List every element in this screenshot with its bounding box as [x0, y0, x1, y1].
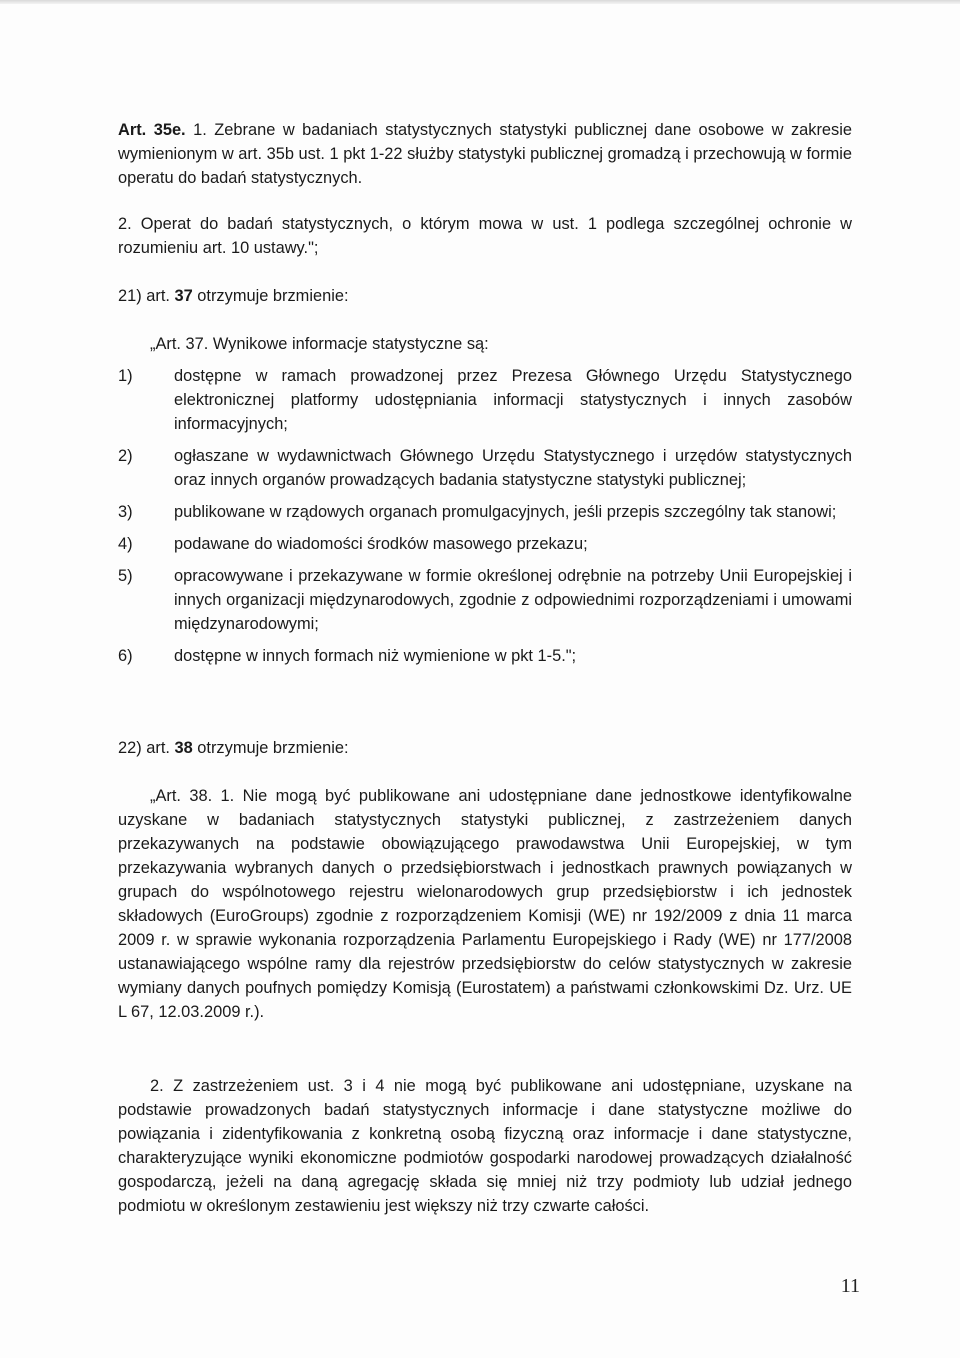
list-item: 5) opracowywane i przekazywane w formie określonej odrębnie na potrzeby Unii Europejskiej i innych organizacji międzynarodowych, zgodnie z odpowiednimi rozporządzeniami i umowami międzynarodowymi;: [118, 567, 852, 633]
art-38-text-2: 2. Z zastrzeżeniem ust. 3 i 4 nie mogą być publikowane ani udostępniane, uzyskane na podstawie prowadzonych badań statystycznych informacje i dane statystyczne możliwe do powiązania i zidentyfikowania z konkretną osobą fizyczną oraz informacje i dane statystyczne, charakteryzujące wyniki ekonomiczne podmiotów gospodarki narodowej prowadzących działalność gospodarczą, jeżeli na daną agregację składa się mniej niż trzy podmioty lub udział jednego podmiotu w określonym zestawieniu jest większy niż trzy czwarte całości.: [118, 1077, 852, 1215]
point-21-prefix: 21) art.: [118, 287, 170, 305]
art-35e-paragraph-1: [118, 118, 852, 190]
art-37-body: [118, 332, 852, 676]
list-item: 2) ogłaszane w wydawnictwach Głównego Urzędu Statystycznego i urzędów statystycznych oraz innych organów prowadzących badania statystyczne statystyki publicznej;: [118, 447, 852, 489]
art-37-list: [118, 364, 852, 668]
point-21-heading: [118, 284, 852, 308]
list-item: 3) publikowane w rządowych organach promulgacyjnych, jeśli przepis szczególny tak stanowi;: [118, 503, 837, 521]
list-item: 6) dostępne w innych formach niż wymienione w pkt 1-5.";: [118, 647, 577, 665]
point-22-heading: [118, 736, 852, 760]
art-35e-text-1: 1. Zebrane w badaniach statystycznych statystyki publicznej dane osobowe w zakresie wymienionym w art. 35b ust. 1 pkt 1-22 służby statystyki publicznej gromadzą i przechowują w formie operatu do badań statystycznych.: [118, 121, 853, 187]
art-38-paragraph-1: [118, 784, 852, 1024]
list-item: 4) podawane do wiadomości środków masowego przekazu;: [118, 535, 588, 553]
art-35e-label: Art. 35e.: [118, 121, 186, 139]
art-35e-text-2: 2. Operat do badań statystycznych, o którym mowa w ust. 1 podlega szczególnej ochronie w rozumieniu art. 10 ustawy.";: [118, 215, 852, 257]
art-35e-paragraph-2: [118, 212, 852, 260]
list-item: 1) dostępne w ramach prowadzonej przez Prezesa Głównego Urzędu Statystycznego elektronicznej platformy udostępniania informacji statystycznych i innych zasobów informacyjnych;: [118, 367, 852, 433]
art-38-paragraph-2: [118, 1074, 852, 1218]
art-38-text-1: „Art. 38. 1. Nie mogą być publikowane ani udostępniane dane jednostkowe identyfikowalne uzyskane w badaniach statystycznych statystyki publicznej, z zastrzeżeniem danych przekazywanych na podstawie obowiązującego prawodawstwa Unii Europejskiej, w tym przekazywania wybranych danych o przedsiębiorstwach i jednostkach prawnych powiązanych w grupach do wspólnotowego rejestru wielonarodowych grup przedsiębiorstw i ich jednostek składowych (EuroGroups) zgodnie z rozporządzeniem Komisji (WE) nr 192/2009 z dnia 11 marca 2009 r. w sprawie wykonania rozporządzenia Parlamentu Europejskiego i Rady (WE) nr 177/2008 ustanawiającego wspólne ramy dla rejestrów przedsiębiorstw do celów statystycznych w zakresie wymiany danych poufnych pomiędzy Komisją (Eurostatem) a państwami członkowskimi Dz. Urz. UE L 67, 12.03.2009 r.).: [118, 787, 852, 1021]
scan-edge: [0, 0, 960, 4]
art-37-intro: „Art. 37. Wynikowe informacje statystyczne są:: [150, 335, 489, 353]
point-21-article-number: 37: [174, 287, 193, 305]
page-number: 11: [840, 1275, 860, 1297]
point-22-suffix: otrzymuje brzmienie:: [197, 739, 349, 757]
point-22-article-number: 38: [174, 739, 193, 757]
point-22-prefix: 22) art.: [118, 739, 170, 757]
point-21-suffix: otrzymuje brzmienie:: [197, 287, 349, 305]
